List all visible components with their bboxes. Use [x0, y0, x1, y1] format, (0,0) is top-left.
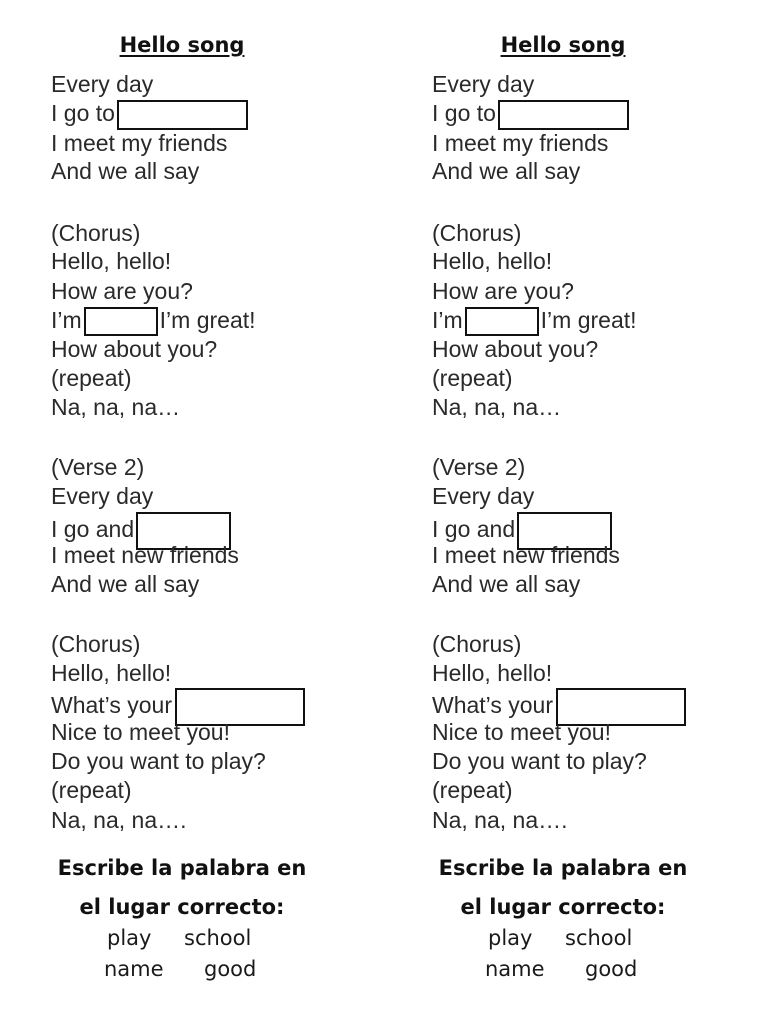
chorus1-line3: [432, 306, 637, 334]
word-bank-name: name: [104, 957, 164, 981]
verse1-line2-text: I go to: [432, 100, 496, 126]
word-bank-good: good: [204, 957, 257, 981]
chorus1-line1: Hello, hello!: [51, 248, 172, 274]
chorus1-line4: How about you?: [51, 336, 218, 362]
verse2-line4: And we all say: [51, 571, 200, 597]
chorus2-na: Na, na, na….: [432, 807, 568, 833]
chorus1-na: Na, na, na…: [51, 394, 181, 420]
chorus1-label: (Chorus): [51, 220, 141, 246]
worksheet-left: [0, 0, 370, 1024]
blank-good[interactable]: [84, 307, 158, 336]
chorus1-line3-before: I’m: [432, 307, 463, 333]
verse2-line2-text: I go and: [432, 516, 516, 543]
chorus2-na: Na, na, na….: [51, 807, 187, 833]
chorus2-line2: [432, 688, 686, 719]
verse2-line1: Every day: [432, 483, 535, 509]
verse1-line2: [51, 99, 248, 127]
chorus1-na: Na, na, na…: [432, 394, 562, 420]
word-bank-play: play: [488, 926, 533, 950]
verse1-line4: And we all say: [432, 158, 581, 184]
chorus2-line2: [51, 688, 305, 719]
chorus2-line2-text: What’s your: [51, 692, 173, 719]
instruction-line2: el lugar correcto:: [79, 895, 285, 919]
chorus1-label: (Chorus): [432, 220, 522, 246]
verse2-line4: And we all say: [432, 571, 581, 597]
song-title: Hello song: [119, 33, 245, 57]
verse2-line3: I meet new friends: [51, 542, 239, 568]
verse2-line2-text: I go and: [51, 516, 135, 543]
chorus1-line2: How are you?: [432, 278, 574, 304]
chorus1-line3-before: I’m: [51, 307, 82, 333]
chorus2-line3: Nice to meet you!: [51, 719, 230, 745]
verse2-label: (Verse 2): [51, 454, 145, 480]
verse2-line2: [432, 512, 612, 543]
blank-school[interactable]: [117, 100, 248, 130]
chorus2-line1: Hello, hello!: [51, 660, 172, 686]
chorus1-line3-after: I’m great!: [540, 307, 637, 333]
worksheet-right: [381, 0, 751, 1024]
verse2-line3: I meet new friends: [432, 542, 620, 568]
verse2-line2: [51, 512, 231, 543]
chorus1-line1: Hello, hello!: [432, 248, 553, 274]
chorus1-line4: How about you?: [432, 336, 599, 362]
chorus1-line3: [51, 306, 256, 334]
verse1-line4: And we all say: [51, 158, 200, 184]
verse1-line1: Every day: [51, 71, 154, 97]
verse1-line3: I meet my friends: [432, 130, 609, 156]
word-bank-school: school: [565, 926, 633, 950]
song-title: Hello song: [500, 33, 626, 57]
chorus2-line2-text: What’s your: [432, 692, 554, 719]
chorus2-repeat: (repeat): [51, 777, 132, 803]
verse2-label: (Verse 2): [432, 454, 526, 480]
word-bank-school: school: [184, 926, 252, 950]
blank-school[interactable]: [498, 100, 629, 130]
chorus2-line1: Hello, hello!: [432, 660, 553, 686]
chorus2-line4: Do you want to play?: [432, 748, 647, 774]
chorus2-label: (Chorus): [432, 631, 522, 657]
instruction-line1: Escribe la palabra en: [438, 856, 688, 880]
chorus2-line3: Nice to meet you!: [432, 719, 611, 745]
chorus1-repeat: (repeat): [51, 365, 132, 391]
chorus2-label: (Chorus): [51, 631, 141, 657]
chorus1-line2: How are you?: [51, 278, 193, 304]
verse1-line1: Every day: [432, 71, 535, 97]
instruction-line2: el lugar correcto:: [460, 895, 666, 919]
word-bank-name: name: [485, 957, 545, 981]
word-bank-good: good: [585, 957, 638, 981]
chorus2-line4: Do you want to play?: [51, 748, 266, 774]
chorus1-line3-after: I’m great!: [159, 307, 256, 333]
verse1-line2: [432, 99, 629, 127]
verse2-line1: Every day: [51, 483, 154, 509]
verse1-line3: I meet my friends: [51, 130, 228, 156]
blank-good[interactable]: [465, 307, 539, 336]
verse1-line2-text: I go to: [51, 100, 115, 126]
word-bank-play: play: [107, 926, 152, 950]
instruction-line1: Escribe la palabra en: [57, 856, 307, 880]
chorus2-repeat: (repeat): [432, 777, 513, 803]
chorus1-repeat: (repeat): [432, 365, 513, 391]
